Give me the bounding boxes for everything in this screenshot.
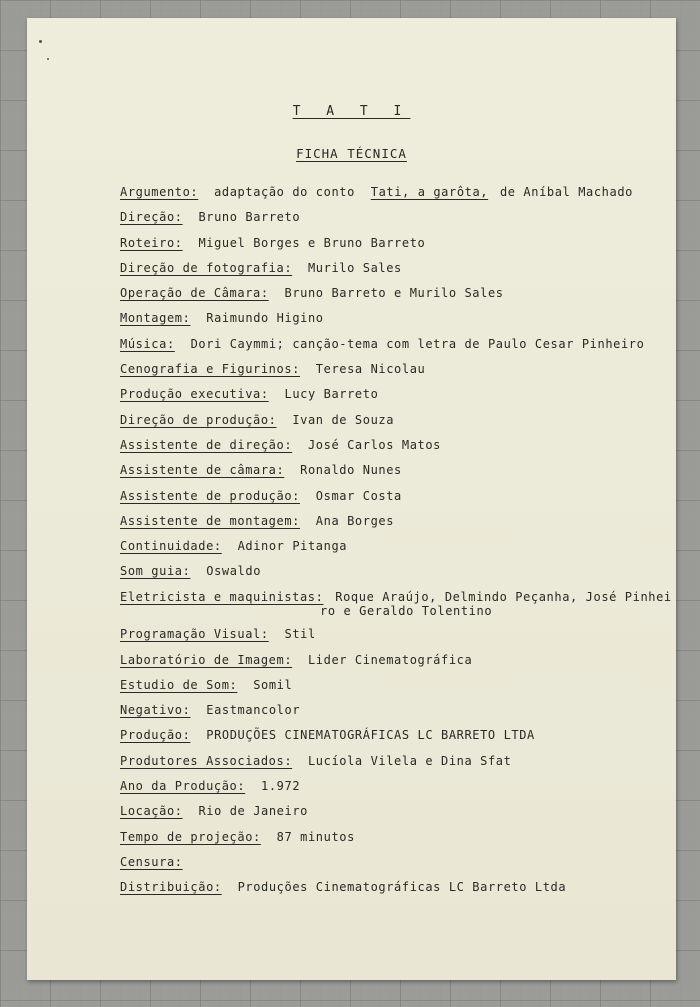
credit-row-eletricista <box>120 589 672 627</box>
credit-row-direcao-producao <box>120 412 660 437</box>
credit-row-direcao <box>120 209 660 234</box>
credit-value: Dori Caymmi; canção-tema com letra de Paulo Cesar Pinheiro <box>190 336 645 351</box>
credit-label: Estudio de Som: <box>120 677 238 692</box>
credit-label: Produção: <box>120 728 191 743</box>
credit-value: Bruno Barreto e Murilo Sales <box>284 286 504 301</box>
credit-label: Assistente de produção: <box>120 488 300 503</box>
credit-value: Stil <box>284 627 316 642</box>
credit-value: Adinor Pitanga <box>237 539 348 554</box>
credit-value: Bruno Barreto <box>198 210 301 225</box>
credit-value: Ivan de Souza <box>292 412 395 427</box>
credit-value-title: Tati, a garôta, <box>370 185 489 199</box>
credits-list <box>120 184 672 905</box>
credit-label: Locação: <box>120 804 183 819</box>
credit-row-laboratorio <box>120 652 660 677</box>
credit-label: Argumento: <box>120 185 199 199</box>
credit-value: 1.972 <box>261 779 301 794</box>
credit-label: Direção: <box>120 210 183 225</box>
credit-row-assistente-producao <box>120 488 660 513</box>
credit-value: Oswaldo <box>206 564 262 579</box>
paper-speck <box>39 40 42 43</box>
credit-value: Eastmancolor <box>206 703 301 718</box>
credit-value: Lider Cinematográfica <box>307 652 473 667</box>
credit-row-negativo <box>120 702 660 727</box>
credit-value: Teresa Nicolau <box>315 362 426 377</box>
credit-row-som-guia <box>120 563 660 588</box>
credit-value: Raimundo Higino <box>206 311 324 326</box>
credit-value: Ronaldo Nunes <box>300 463 402 478</box>
credit-label: Ano da Produção: <box>120 779 246 794</box>
credit-value: adaptação do conto <box>214 185 355 199</box>
credit-label: Som guia: <box>120 564 191 579</box>
credit-value: Lucy Barreto <box>284 387 379 402</box>
credit-label: Continuidade: <box>120 539 222 554</box>
credit-label: Negativo: <box>120 703 191 718</box>
credit-label: Produção executiva: <box>120 387 269 402</box>
credit-row-locacao <box>120 803 660 828</box>
credit-value: 87 minutos <box>276 829 355 844</box>
credit-row-musica <box>120 336 660 361</box>
credit-label: Assistente de câmara: <box>120 463 285 478</box>
credit-label: Produtores Associados: <box>120 753 293 768</box>
credit-row-produtores-associados <box>120 753 660 778</box>
credit-value: Osmar Costa <box>315 488 402 503</box>
credit-row-distribuicao <box>120 879 660 904</box>
credit-value: Somil <box>253 677 293 692</box>
paper-speck <box>47 58 49 60</box>
credit-label: Programação Visual: <box>120 627 269 642</box>
credit-label: Música: <box>120 336 175 351</box>
credit-row-ano-producao <box>120 778 660 803</box>
credit-label: Assistente de montagem: <box>120 513 300 528</box>
credit-label: Operação de Câmara: <box>120 286 269 301</box>
credit-label: Eletricista e maquinistas: <box>120 589 324 604</box>
credit-row-assistente-direcao <box>120 437 660 462</box>
credit-label: Cenografia e Figurinos: <box>120 362 300 377</box>
credit-value-author: de Aníbal Machado <box>499 185 633 199</box>
credit-label: Distribuição: <box>120 880 222 895</box>
credit-value: Murilo Sales <box>307 260 402 275</box>
credit-row-estudio-som <box>120 677 660 702</box>
credit-row-assistente-montagem <box>120 513 660 538</box>
credit-label: Direção de fotografia: <box>120 260 293 275</box>
credit-value: Roque Araújo, Delmindo Peçanha, José Pinhei <box>335 589 672 604</box>
credit-row-continuidade <box>120 538 660 563</box>
credit-row-tempo-projecao <box>120 829 660 854</box>
credit-row-camara <box>120 285 660 310</box>
credit-label: Roteiro: <box>120 235 183 250</box>
credit-label: Montagem: <box>120 311 191 326</box>
credit-row-argumento <box>120 184 660 209</box>
credit-value: Produções Cinematográficas LC Barreto Ltda <box>237 880 567 895</box>
credit-value: Ana Borges <box>315 513 395 528</box>
credit-label: Direção de produção: <box>120 412 277 427</box>
credit-row-censura <box>120 854 660 879</box>
credit-label: Laboratório de Imagem: <box>120 652 293 667</box>
typed-page <box>27 18 676 980</box>
credit-label: Tempo de projeção: <box>120 829 261 844</box>
credit-row-assistente-camara <box>120 462 660 487</box>
credit-label: Assistente de direção: <box>120 437 293 452</box>
credit-label: Censura: <box>120 854 183 869</box>
credit-value: José Carlos Matos <box>307 437 442 452</box>
credit-row-montagem <box>120 310 660 335</box>
credit-row-roteiro <box>120 235 660 260</box>
credit-row-producao-executiva <box>120 386 660 411</box>
credit-value: Lucíola Vilela e Dina Sfat <box>307 753 512 768</box>
document-subtitle: FICHA TÉCNICA <box>296 146 407 161</box>
credit-value: Rio de Janeiro <box>198 804 308 819</box>
credit-row-fotografia <box>120 260 660 285</box>
credit-row-programacao-visual <box>120 626 660 651</box>
document-title: T A T I <box>292 104 411 119</box>
credit-value-continuation: ro e Geraldo Tolentino <box>320 603 493 618</box>
credit-value: Miguel Borges e Bruno Barreto <box>198 235 426 250</box>
credit-row-producao <box>120 727 660 752</box>
credit-row-cenografia <box>120 361 660 386</box>
credit-value: PRODUÇÕES CINEMATOGRÁFICAS LC BARRETO LTDA <box>206 728 535 743</box>
